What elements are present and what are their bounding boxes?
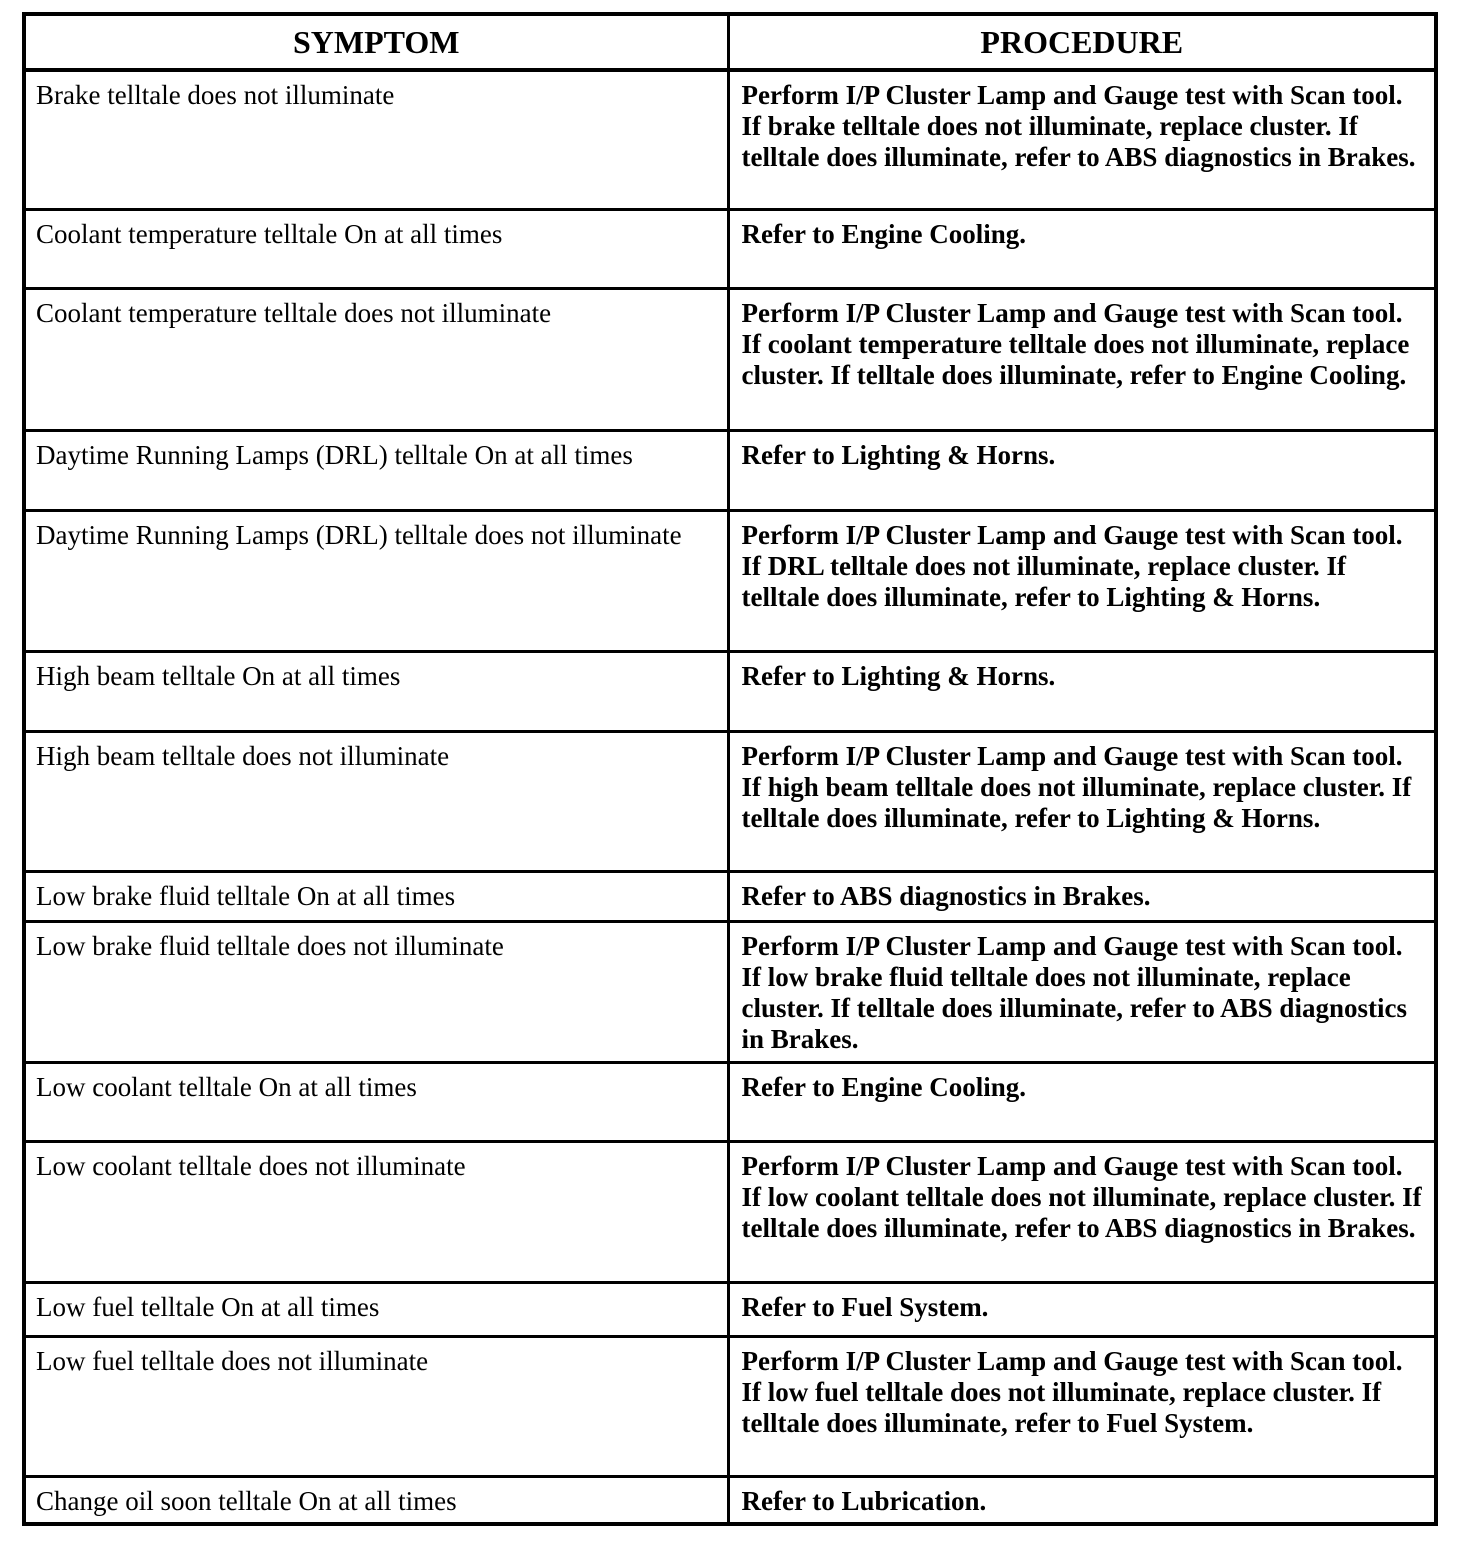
table-row: [26, 921, 1434, 1062]
table-row: [26, 871, 1434, 921]
table-row: [26, 1062, 1434, 1141]
symptom-cell: Low coolant telltale On at all times: [26, 1062, 728, 1141]
table-row: [26, 209, 1434, 288]
table-row: [26, 70, 1434, 209]
procedure-cell: Perform I/P Cluster Lamp and Gauge test with Scan tool. If low fuel telltale does not illuminate, replace cluster. If telltale does illuminate, refer to Fuel System.: [728, 1336, 1434, 1476]
table-row: [26, 510, 1434, 651]
table-row: [26, 651, 1434, 731]
procedure-column-header: PROCEDURE: [728, 16, 1434, 70]
procedure-cell: Refer to Engine Cooling.: [728, 209, 1434, 288]
procedure-cell: Perform I/P Cluster Lamp and Gauge test with Scan tool. If low brake fluid telltale does not illuminate, replace cluster. If telltale does illuminate, refer to ABS diagnostics in Brakes.: [728, 921, 1434, 1062]
table-row: [26, 1141, 1434, 1282]
symptom-cell: Daytime Running Lamps (DRL) telltale On at all times: [26, 430, 728, 510]
symptom-cell: Low fuel telltale On at all times: [26, 1282, 728, 1336]
symptom-column-header: SYMPTOM: [26, 16, 728, 70]
procedure-cell: Refer to Lubrication.: [728, 1476, 1434, 1522]
symptom-procedure-table-frame: [22, 12, 1438, 1526]
table-row: [26, 1476, 1434, 1522]
symptom-cell: High beam telltale does not illuminate: [26, 731, 728, 871]
procedure-cell: Perform I/P Cluster Lamp and Gauge test with Scan tool. If brake telltale does not illuminate, replace cluster. If telltale does illuminate, refer to ABS diagnostics in Brakes.: [741, 80, 1416, 172]
procedure-cell: Refer to Engine Cooling.: [728, 1062, 1434, 1141]
procedure-cell: Perform I/P Cluster Lamp and Gauge test with Scan tool. If DRL telltale does not illuminate, replace cluster. If telltale does illuminate, refer to Lighting & Horns.: [728, 510, 1434, 651]
symptom-cell: Low coolant telltale does not illuminate: [26, 1141, 728, 1282]
symptom-cell: Low brake fluid telltale does not illuminate: [26, 921, 728, 1062]
table-header-row: [26, 16, 1434, 70]
procedure-cell: Perform I/P Cluster Lamp and Gauge test with Scan tool. If low coolant telltale does not illuminate, replace cluster. If telltale does illuminate, refer to ABS diagnostics in Brakes.: [728, 1141, 1434, 1282]
symptom-cell: Coolant temperature telltale does not illuminate: [26, 288, 728, 430]
table-row: [26, 288, 1434, 430]
symptom-cell: High beam telltale On at all times: [26, 651, 728, 731]
table-row: [26, 1282, 1434, 1336]
symptom-cell: Daytime Running Lamps (DRL) telltale does not illuminate: [26, 510, 728, 651]
procedure-cell: Refer to ABS diagnostics in Brakes.: [728, 871, 1434, 921]
symptom-procedure-table: [26, 16, 1434, 1522]
symptom-cell: Low fuel telltale does not illuminate: [26, 1336, 728, 1476]
symptom-cell: Brake telltale does not illuminate: [26, 70, 728, 209]
procedure-cell: Perform I/P Cluster Lamp and Gauge test with Scan tool. If high beam telltale does not illuminate, replace cluster. If telltale does illuminate, refer to Lighting & Horns.: [728, 731, 1434, 871]
procedure-cell: Refer to Lighting & Horns.: [728, 651, 1434, 731]
procedure-cell: Refer to Fuel System.: [728, 1282, 1434, 1336]
procedure-cell: Refer to Lighting & Horns.: [728, 430, 1434, 510]
symptom-cell: Low brake fluid telltale On at all times: [26, 871, 728, 921]
table-row: [26, 731, 1434, 871]
procedure-cell: Perform I/P Cluster Lamp and Gauge test with Scan tool. If coolant temperature telltale does not illuminate, replace cluster. If telltale does illuminate, refer to Engine Cooling.: [728, 288, 1434, 430]
table-row: [26, 430, 1434, 510]
symptom-cell: Change oil soon telltale On at all times: [26, 1476, 728, 1522]
table-row: [26, 1336, 1434, 1476]
symptom-cell: Coolant temperature telltale On at all times: [26, 209, 728, 288]
